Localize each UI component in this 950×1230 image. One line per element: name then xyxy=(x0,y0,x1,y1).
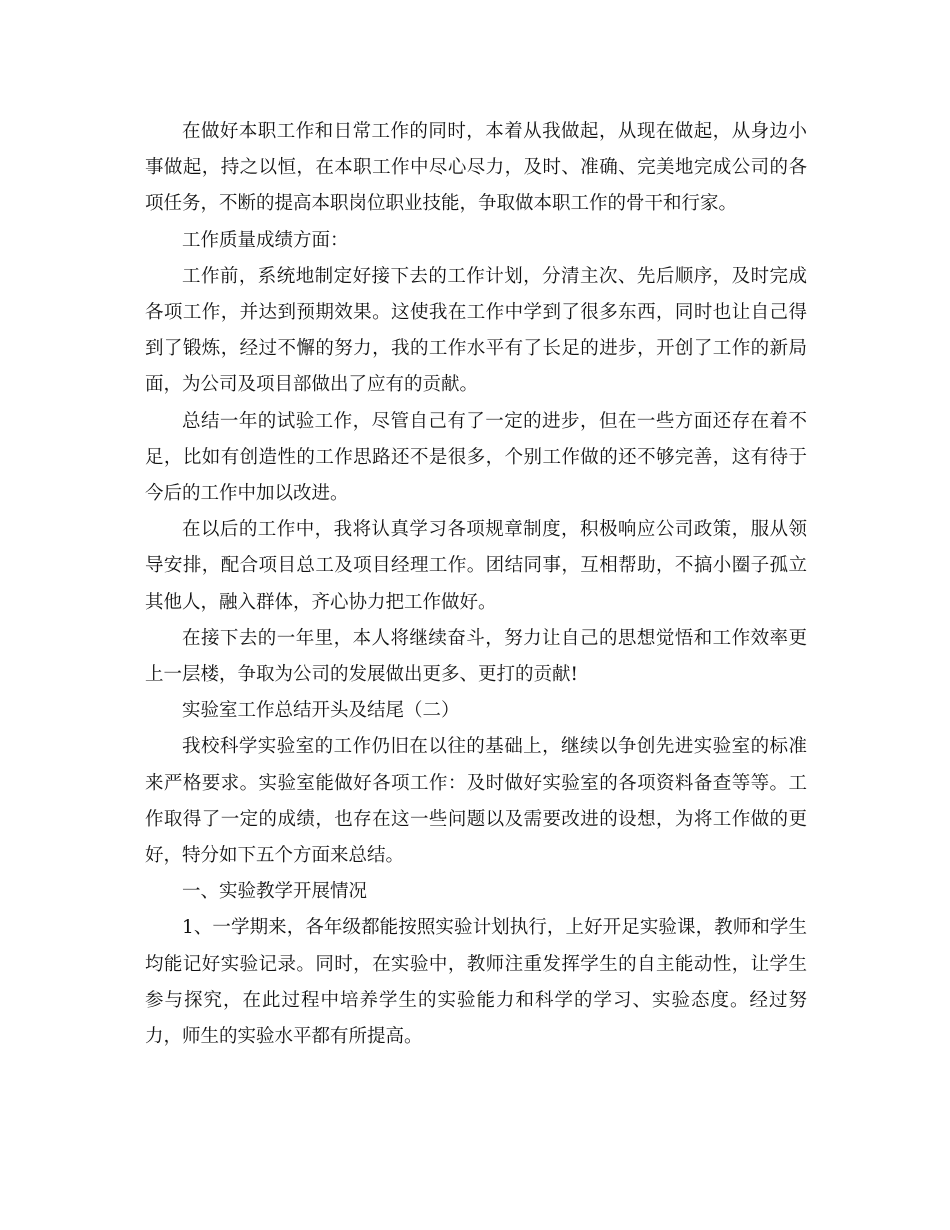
section-heading-work-quality: 工作质量成绩方面： xyxy=(182,229,349,251)
paragraph-intro: 在做好本职工作和日常工作的同时，本着从我做起，从现在做起，从身边小事做起，持之以恒，在本职工作中尽心尽力，及时、准确、完美地完成公司的各项任务，不断的提高本职岗位职业技能，争取做本职工作的骨干和行家。 xyxy=(145,121,807,215)
paragraph-item-1: 1、一学期来，各年级都能按照实验计划执行，上好开足实验课，教师和学生均能记好实验记录。同时，在实验中，教师注重发挥学生的自主能动性，让学生参与探究，在此过程中培养学生的实验能力和科学的学习、实验态度。经过努力，师生的实验水平都有所提高。 xyxy=(145,917,807,1048)
document-subtitle: 实验室工作总结开头及结尾（二） xyxy=(182,700,460,722)
paragraph-work-plan: 工作前，系统地制定好接下去的工作计划，分清主次、先后顺序，及时完成各项工作，并达到预期效果。这使我在工作中学到了很多东西，同时也让自己得到了锻炼，经过不懈的努力，我的工作水平有了长足的进步，开创了工作的新局面，为公司及项目部做出了应有的贡献。 xyxy=(145,265,807,396)
document-body xyxy=(145,114,807,1055)
section-heading-experiment-teaching: 一、实验教学开展情况 xyxy=(182,881,368,903)
paragraph-lab-intro: 我校科学实验室的工作仍旧在以往的基础上，继续以争创先进实验室的标准来严格要求。实验室能做好各项工作：及时做好实验室的各项资料备查等等。工作取得了一定的成绩，也存在这一些问题以及需要改进的设想，为将工作做的更好，特分如下五个方面来总结。 xyxy=(145,736,807,867)
paragraph-future-work: 在以后的工作中，我将认真学习各项规章制度，积极响应公司政策，服从领导安排，配合项目总工及项目经理工作。团结同事，互相帮助，不搞小圈子孤立其他人，融入群体，齐心协力把工作做好。 xyxy=(145,519,807,613)
paragraph-next-year: 在接下去的一年里，本人将继续奋斗，努力让自己的思想觉悟和工作效率更上一层楼，争取为公司的发展做出更多、更打的贡献! xyxy=(145,627,807,686)
paragraph-year-summary: 总结一年的试验工作，尽管自己有了一定的进步，但在一些方面还存在着不足，比如有创造性的工作思路还不是很多，个别工作做的还不够完善，这有待于今后的工作中加以改进。 xyxy=(145,410,807,505)
